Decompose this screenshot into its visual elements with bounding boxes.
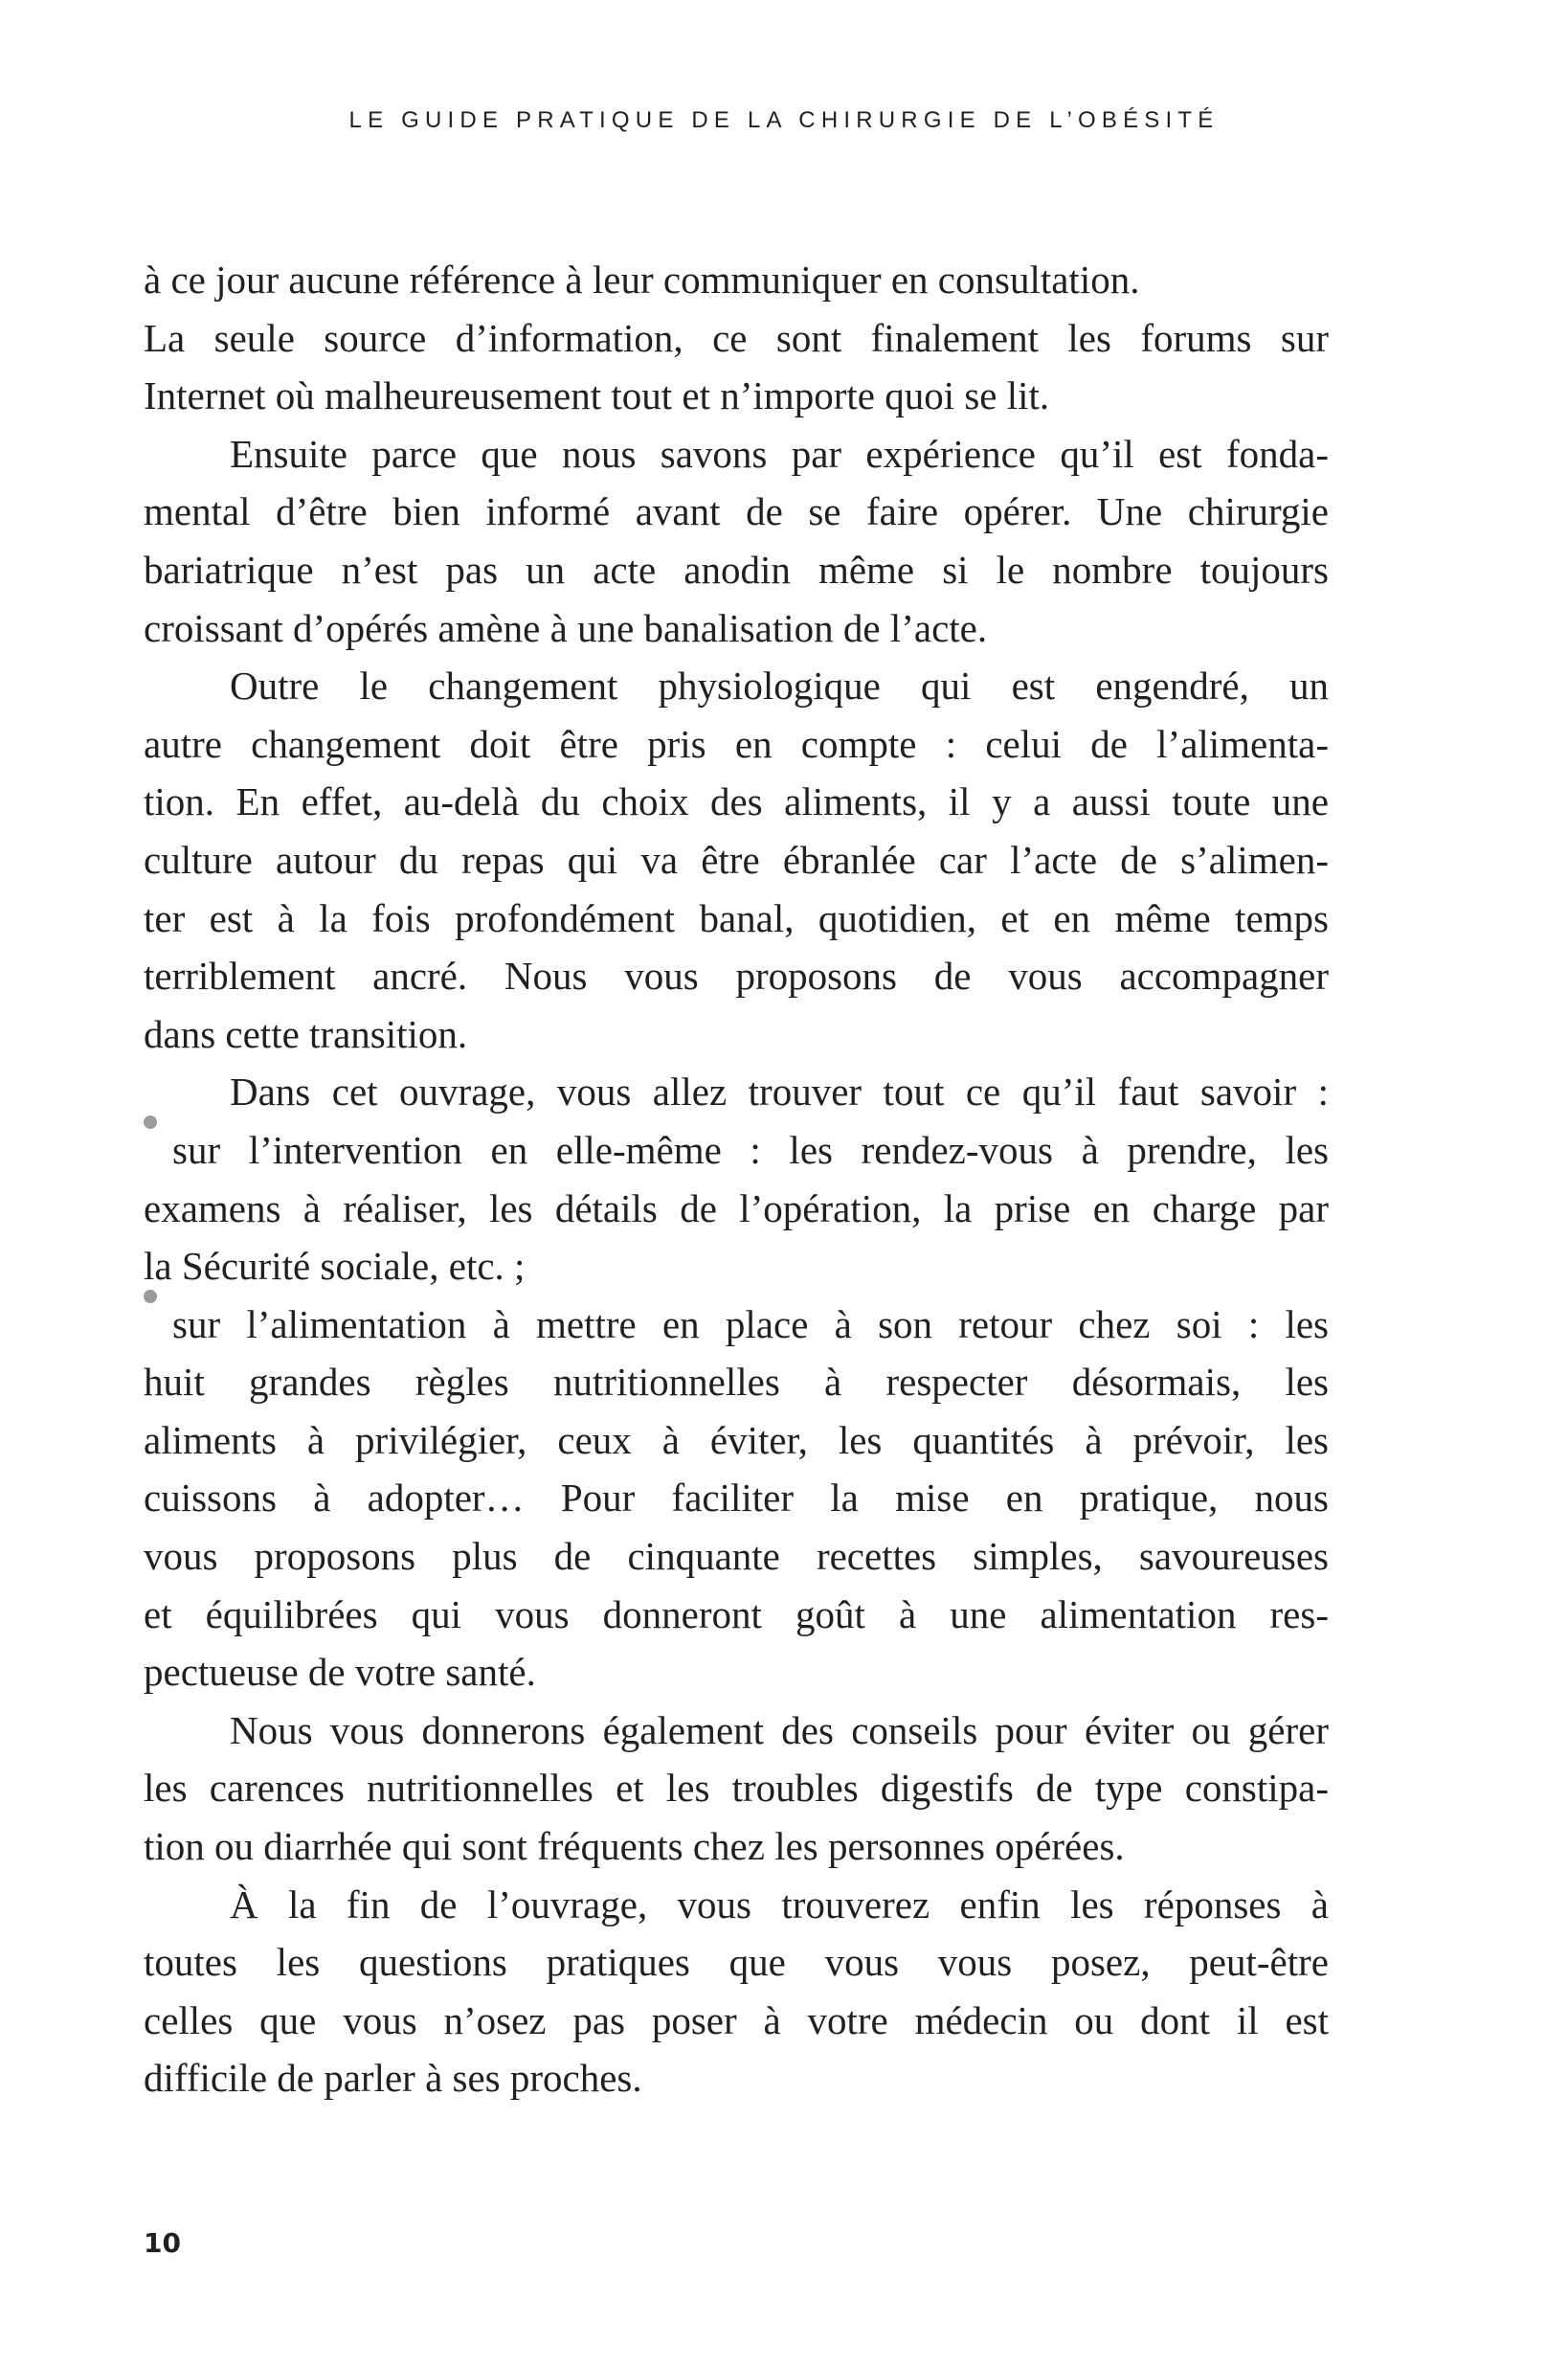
text-line: huit grandes règles nutritionnelles à respecter désormais, les [144,1360,1329,1405]
text-line: Internet où malheureusement tout et n’importe quoi se lit. [144,373,1050,418]
text-line: celles que vous n’osez pas poser à votre médecin ou dont il est [144,1997,1329,2042]
bullet-icon [144,1115,157,1129]
text-line: les carences nutritionnelles et les troubles digestifs de type constipa- [144,1766,1329,1811]
bullet-item-line [144,1296,1329,1354]
bullet-text: sur l’alimentation à mettre en place à son retour chez soi : les [172,1301,1329,1346]
paragraph-start-line: Nous vous donnerons également des conseils pour éviter ou gérer [230,1707,1329,1752]
text-line: ter est à la fois profondément banal, quotidien, et en même temps [144,895,1329,940]
text-line: bariatrique n’est pas un acte anodin même si le nombre toujours [144,547,1329,592]
text-line: cuissons à adopter… Pour faciliter la mise en pratique, nous [144,1476,1329,1521]
text-line: aliments à privilégier, ceux à éviter, les quantités à prévoir, les [144,1417,1329,1462]
text-line: autre changement doit être pris en compte : celui de l’alimenta- [144,721,1329,766]
bullet-icon [144,1290,157,1303]
body-text [144,251,1329,2107]
bullet-text: sur l’intervention en elle-même : les rendez-vous à prendre, les [172,1127,1329,1172]
text-line: la Sécurité sociale, etc. ; [144,1244,526,1289]
text-line: La seule source d’information, ce sont finalement les forums sur [144,315,1329,360]
paragraph-start-line: À la fin de l’ouvrage, vous trouverez enfin les réponses à [230,1882,1329,1927]
text-line: croissant d’opérés amène à une banalisation de l’acte. [144,605,988,650]
paragraph-start-line: Ensuite parce que nous savons par expérience qu’il est fonda- [230,431,1329,476]
text-line: terriblement ancré. Nous vous proposons de vous accompagner [144,954,1329,999]
text-line: culture autour du repas qui va être ébranlée car l’acte de s’alimen- [144,837,1329,882]
text-line: pectueuse de votre santé. [144,1650,536,1695]
page-number: 10 [144,2227,181,2259]
running-header: LE GUIDE PRATIQUE DE LA CHIRURGIE DE L’OBÉSITÉ [348,107,1220,133]
text-line: tion ou diarrhée qui sont fréquents chez les personnes opérées. [144,1824,1125,1869]
paragraph-start-line: Dans cet ouvrage, vous allez trouver tout ce qu’il faut savoir : [230,1070,1329,1115]
text-line: vous proposons plus de cinquante recettes simples, savoureuses [144,1534,1329,1579]
text-line: et équilibrées qui vous donneront goût à une alimentation res- [144,1591,1329,1636]
text-line: difficile de parler à ses proches. [144,2056,642,2101]
text-line: examens à réaliser, les détails de l’opération, la prise en charge par [144,1185,1329,1230]
text-line: à ce jour aucune référence à leur communiquer en consultation. [144,258,1140,302]
bullet-item-line [144,1121,1329,1180]
text-line: tion. En effet, au-delà du choix des aliments, il y a aussi toute une [144,779,1329,824]
text-line: toutes les questions pratiques que vous vous posez, peut-être [144,1940,1329,1985]
text-line: dans cette transition. [144,1011,468,1056]
text-line: mental d’être bien informé avant de se faire opérer. Une chirurgie [144,489,1329,534]
paragraph-start-line: Outre le changement physiologique qui est engendré, un [230,664,1329,709]
